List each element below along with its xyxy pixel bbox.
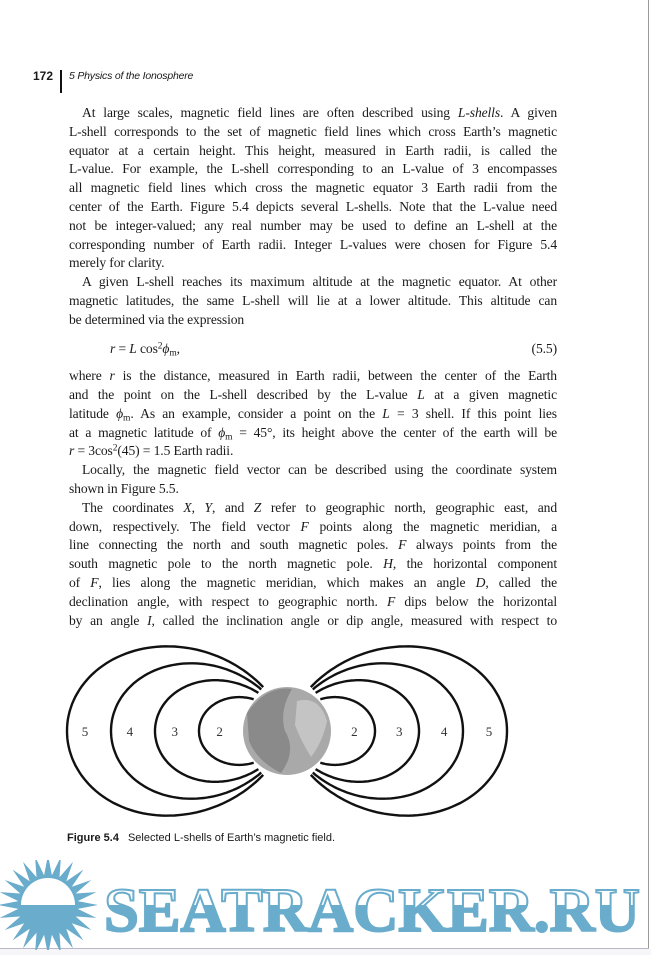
text-line xyxy=(69,518,557,537)
text-line xyxy=(69,386,557,405)
l-value-label: 5 xyxy=(485,724,493,739)
equation-number: (5.5) xyxy=(531,340,557,356)
subscript: m xyxy=(225,431,233,442)
l-value-label: 4 xyxy=(126,724,134,739)
text-run: L-shell corresponds to the set of magnetic field lines which cross Earth’s magnetic xyxy=(69,123,557,139)
math-symbol: H xyxy=(383,556,393,572)
text-run: (45) = 1.5 Earth radii. xyxy=(117,443,234,459)
header-divider xyxy=(60,70,62,93)
text-line xyxy=(69,273,557,292)
watermark-text: SEATRACKER.RU xyxy=(104,877,640,945)
text-run: corresponding number of Earth radii. Integer L-values were chosen for Figure 5.4 xyxy=(69,236,557,252)
text-line xyxy=(69,405,557,424)
text-run: , called the xyxy=(485,574,557,590)
math-symbol: F xyxy=(300,518,309,534)
text-line xyxy=(69,499,557,518)
math-symbol: Z xyxy=(253,499,262,515)
text-run: at a given magnetic xyxy=(424,386,557,402)
text-run: = xyxy=(115,340,130,356)
text-line xyxy=(69,142,557,161)
l-shell-line xyxy=(155,680,258,782)
text-run: line connecting the north and south magnetic poles. xyxy=(69,537,399,553)
body-text xyxy=(69,104,557,630)
l-value-label: 5 xyxy=(81,724,89,739)
text-run: , xyxy=(191,499,205,515)
subscript: m xyxy=(123,413,131,424)
text-run: and the point on the L-shell described by the L-value xyxy=(69,386,418,402)
text-line xyxy=(69,123,557,142)
text-run: always points from the xyxy=(406,537,557,553)
math-symbol: L xyxy=(417,386,425,402)
paragraph xyxy=(69,367,557,461)
text-line xyxy=(69,292,557,311)
text-run: declination angle, with respect to geographic north. xyxy=(69,593,387,609)
text-run: . A given xyxy=(500,105,557,120)
text-line xyxy=(69,574,557,593)
superscript: 2 xyxy=(112,443,118,454)
text-run: where xyxy=(69,368,110,384)
text-run: not be integer-valued; any real number may be used to define an L-shell at the xyxy=(69,217,557,233)
l-shell-line xyxy=(316,680,419,782)
text-run: south magnetic pole to the north magnetic pole. xyxy=(69,556,384,572)
text-line xyxy=(69,442,557,461)
figure-label: Figure 5.4 xyxy=(67,832,119,844)
paragraph xyxy=(69,461,557,499)
paragraph xyxy=(69,104,557,273)
math-symbol: Y xyxy=(204,499,212,515)
text-run: = 3 shell. If this point lies xyxy=(389,405,557,421)
text-run: points along the magnetic meridian, a xyxy=(308,518,557,534)
math-symbol: r xyxy=(69,443,75,459)
subscript: m xyxy=(169,347,177,358)
text-run: by an angle xyxy=(69,612,148,628)
math-symbol: L xyxy=(382,405,390,421)
l-shells-figure xyxy=(0,630,651,830)
text-line xyxy=(69,461,557,480)
superscript: 2 xyxy=(157,340,163,351)
text-run: down, respectively. The field vector xyxy=(69,518,301,534)
text-run: be determined via the expression xyxy=(69,311,245,327)
text-run: , the horizontal component xyxy=(392,556,557,572)
running-title: 5 Physics of the Ionosphere xyxy=(69,70,194,82)
sun-logo-icon xyxy=(0,860,98,950)
text-run: magnetic latitudes, the same L-shell will lie at a lower altitude. This altitude can xyxy=(69,292,557,308)
watermark xyxy=(0,860,651,950)
math-symbol: D xyxy=(475,574,486,590)
text-run: = 3cos xyxy=(74,443,113,459)
text-line xyxy=(69,198,557,217)
l-value-label: 3 xyxy=(395,724,403,739)
math-symbol: I xyxy=(147,612,152,628)
text-line xyxy=(69,179,557,198)
text-line xyxy=(69,424,557,443)
text-run: shown in Figure 5.5. xyxy=(69,480,179,496)
text-run: all magnetic field lines which cross the magnetic equator 3 Earth radii from the xyxy=(69,180,557,196)
text-run: , called the inclination angle or dip angle, measured with respect to xyxy=(151,612,558,628)
text-run: refer to geographic north, geographic east, and xyxy=(261,499,558,515)
l-value-label: 4 xyxy=(440,724,448,739)
math-symbol: F xyxy=(386,593,396,609)
text-line xyxy=(69,104,557,123)
text-run: at a magnetic latitude of xyxy=(69,424,219,440)
figure-caption xyxy=(67,832,335,844)
text-run: Locally, the magnetic field vector can be described using the coordinate system xyxy=(82,462,557,478)
text-run: At large scales, magnetic field lines are often described using xyxy=(82,105,458,120)
text-run: of xyxy=(69,574,91,590)
math-symbol: r xyxy=(109,368,115,384)
math-symbol: L-shells xyxy=(457,105,501,120)
text-line xyxy=(69,311,557,330)
text-line xyxy=(69,593,557,612)
text-run: latitude xyxy=(69,405,117,421)
math-symbol: ϕ xyxy=(218,424,226,440)
text-run: is the distance, measured in Earth radii, between the center of the Earth xyxy=(114,368,557,384)
text-line xyxy=(69,236,557,255)
page-number: 172 xyxy=(33,69,54,83)
math-symbol: ϕ xyxy=(116,405,124,421)
text-run: equator at a certain height. This height, measured in Earth radii, is called the xyxy=(69,142,557,158)
figure-caption-text: Selected L-shells of Earth’s magnetic field. xyxy=(127,832,336,844)
text-line xyxy=(69,217,557,236)
math-symbol: L xyxy=(129,340,137,356)
paragraph xyxy=(69,273,557,329)
text-line xyxy=(69,480,557,499)
text-run: merely for clarity. xyxy=(69,255,165,271)
text-run: The coordinates xyxy=(82,499,184,515)
l-value-label: 2 xyxy=(216,724,223,739)
text-run: dips below the horizontal xyxy=(395,593,557,609)
text-run: , xyxy=(176,340,180,356)
paragraph xyxy=(69,499,557,631)
text-run: L-value. For example, the L-shell corresponding to an L-value of 3 encompasses xyxy=(69,161,557,177)
math-symbol: ϕ xyxy=(162,340,170,356)
text-run: A given L-shell reaches its maximum altitude at the magnetic equator. At other xyxy=(82,274,557,290)
math-symbol: r xyxy=(110,340,116,356)
l-value-label: 2 xyxy=(351,724,358,739)
text-run: = 45°, its height above the center of the earth will be xyxy=(232,424,557,440)
text-line xyxy=(69,160,557,179)
text-line xyxy=(69,612,557,631)
equation xyxy=(69,330,557,368)
equation-body xyxy=(110,330,180,368)
text-run: . As an example, consider a point on the xyxy=(130,405,383,421)
text-run: , and xyxy=(211,499,254,515)
text-run: center of the Earth. Figure 5.4 depicts several L-shells. Note that the L-value need xyxy=(69,198,557,214)
text-run: , lies along the magnetic meridian, which makes an angle xyxy=(98,574,476,590)
text-line xyxy=(69,555,557,574)
math-symbol: F xyxy=(398,537,407,553)
math-symbol: F xyxy=(90,574,99,590)
text-line xyxy=(69,367,557,386)
math-symbol: X xyxy=(183,499,192,515)
text-run: cos xyxy=(136,340,158,356)
text-line xyxy=(69,536,557,555)
l-value-label: 3 xyxy=(171,724,179,739)
text-line xyxy=(69,254,557,273)
